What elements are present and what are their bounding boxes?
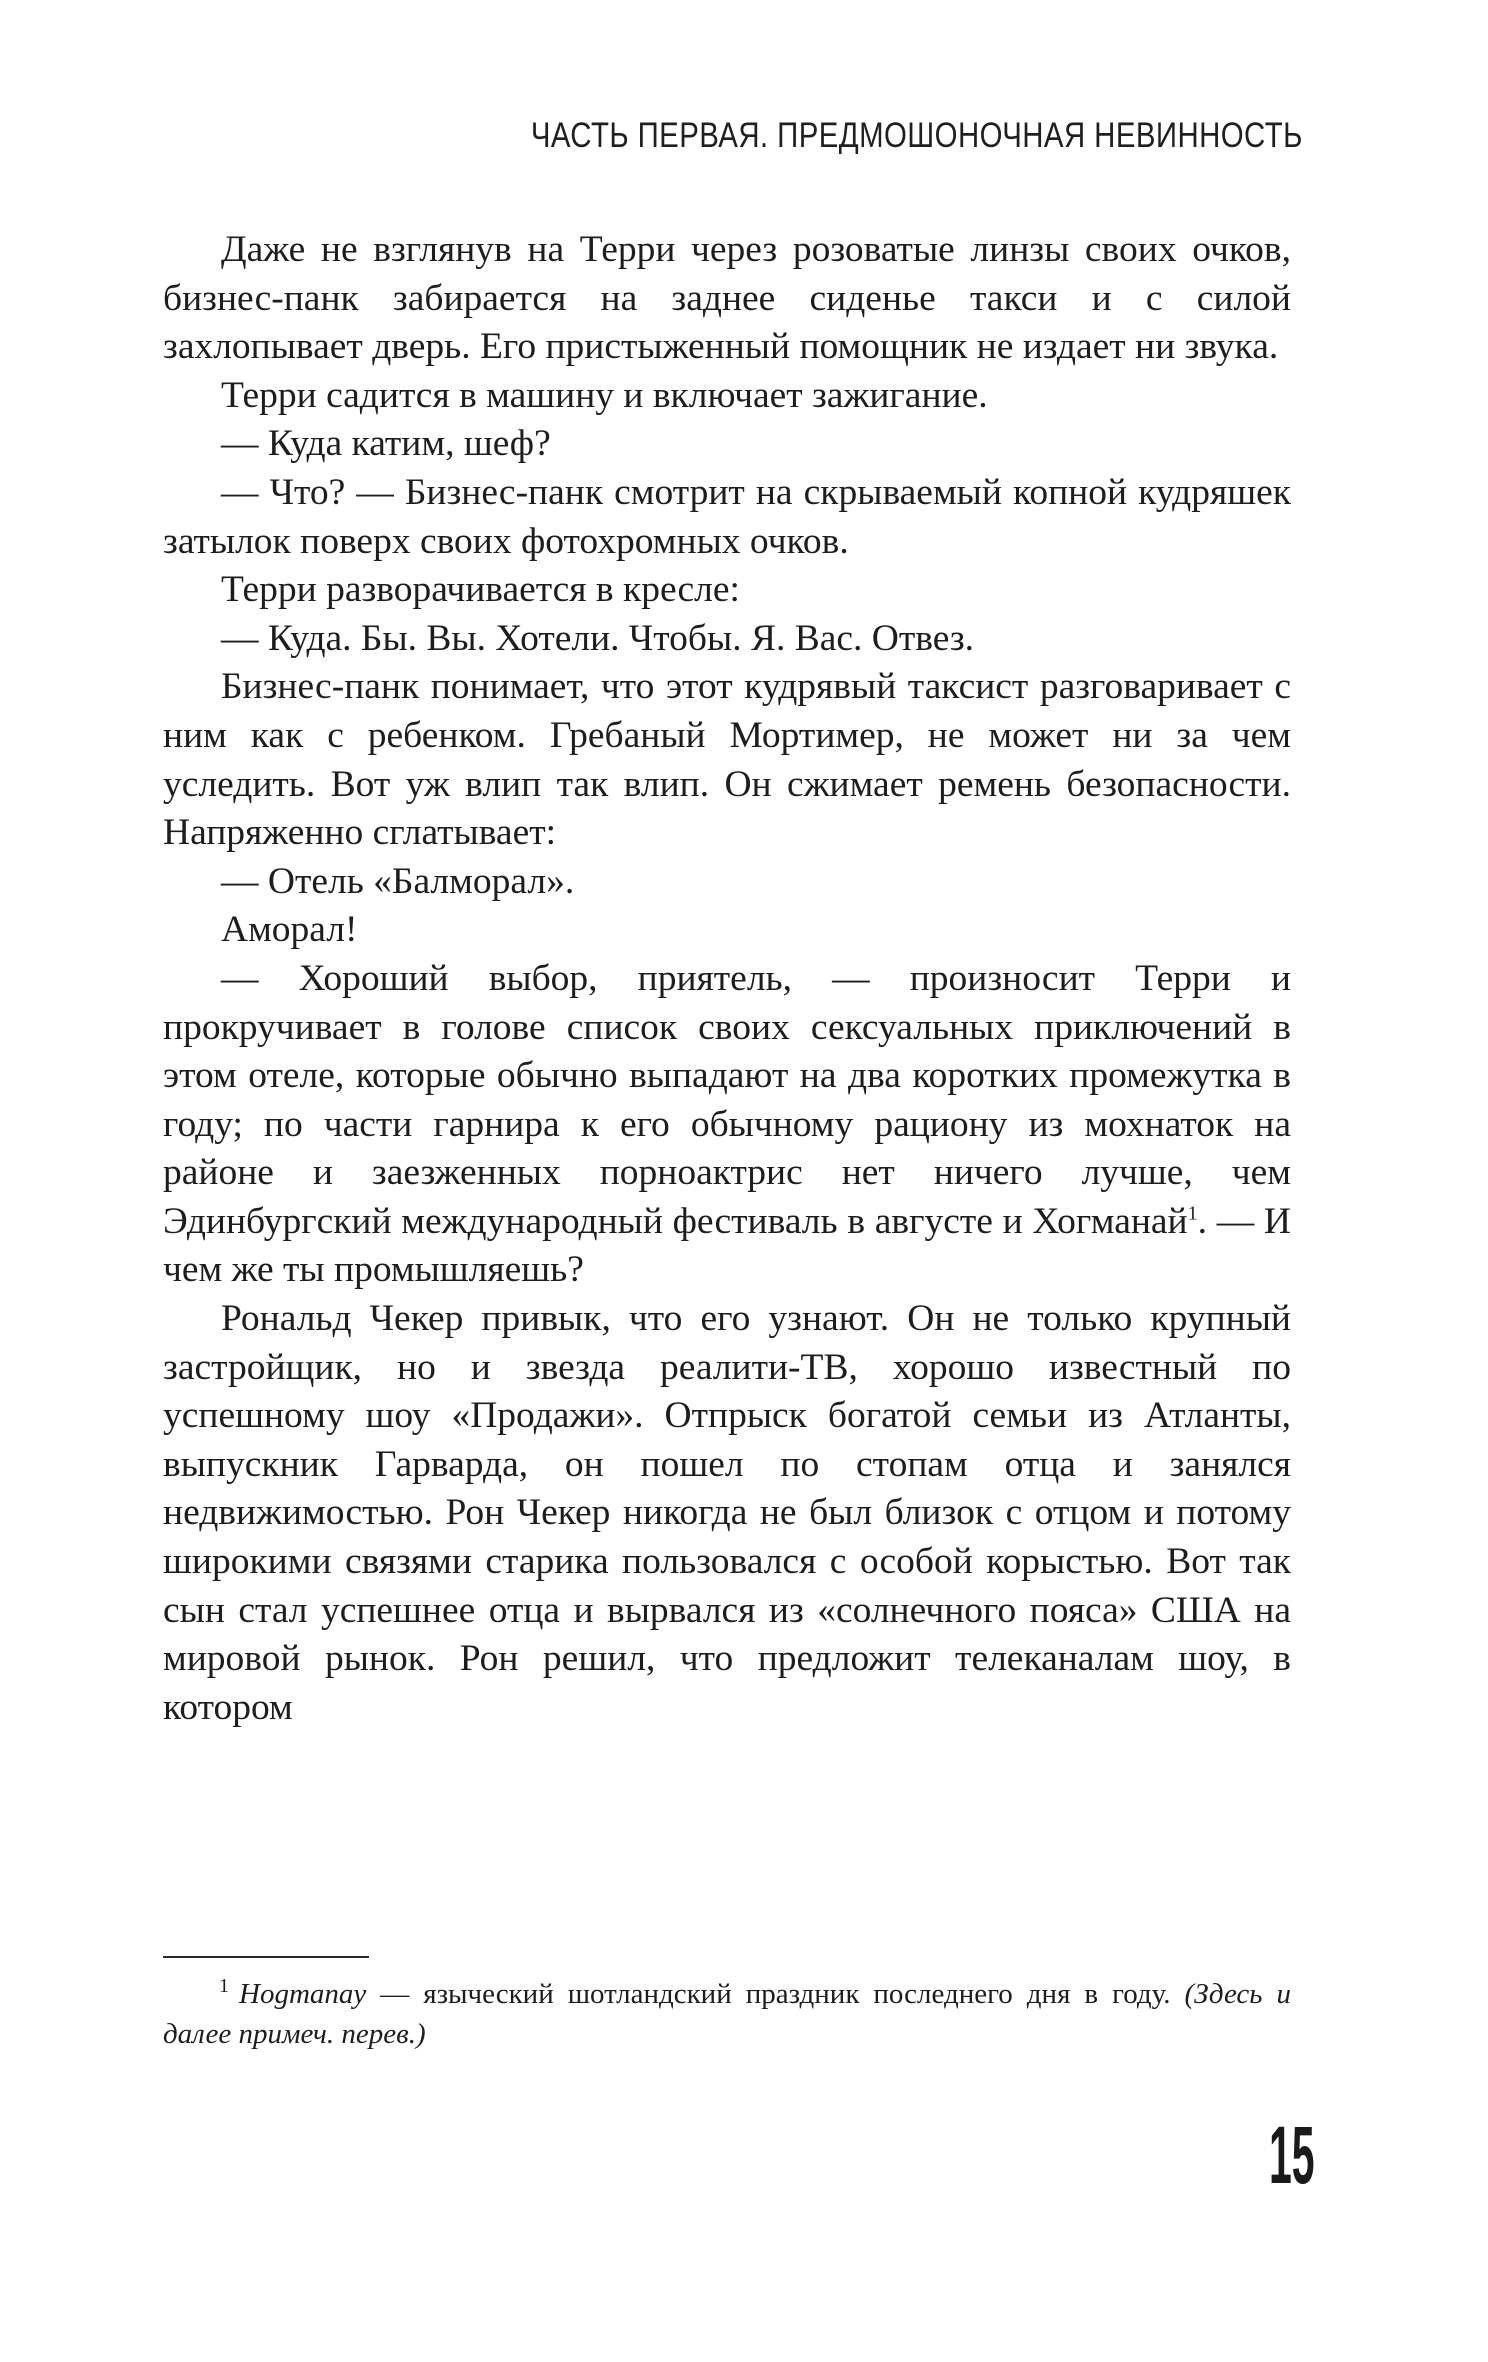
running-head: ЧАСТЬ ПЕРВАЯ. ПРЕДМОШОНОЧНАЯ НЕВИННОСТЬ [530,116,1303,155]
dialogue-line [163,955,1291,1295]
footnote-mark: 1 [219,1975,229,1998]
footnote-note: (Здесь и далее примеч. перев.) [163,1978,1291,2050]
dialogue-line: — Отель «Балморал». [221,860,575,902]
footnote-term: Hogmanay [239,1978,367,2010]
page-number: 15 [1269,2110,1315,2201]
paragraph: Даже не взглянув на Терри через розоватые линзы своих очков, бизнес-панк забирается на заднее сиденье такси и с силой захлопывает дверь. Его пристыженный помощник не издает ни звука. [163,229,1291,368]
dialogue-text: — Хороший выбор, приятель, — произносит Терри и прокручивает в голове список своих сексуальных приключений в этом отеле, которые обычно выпадают на два коротких промежутка в году; по части гарнира к его обычному рациону из мохнаток на районе и заезженных порноактрис нет ничего лучше, чем Эдинбургский международный фестиваль в августе и Хогманай [163,957,1291,1242]
dialogue-text: . — И чем же ты промышляешь? [163,1200,1291,1291]
footnote [163,1974,1291,2054]
paragraph: Аморал! [221,909,358,951]
paragraph: Терри садится в машину и включает зажигание. [221,374,988,416]
footnote-divider [163,1956,369,1958]
footnote-body: — языческий шотландский праздник последнего дня в году. [366,1978,1185,2010]
dialogue-line: — Что? — Бизнес-панк смотрит на скрываемый копной кудряшек затылок поверх своих фотохромных очков. [163,471,1291,562]
paragraph: Бизнес-панк понимает, что этот кудрявый таксист разговаривает с ним как с ребенком. Гребаный Мортимер, не может ни за чем уследить. Вот уж влип так влип. Он сжимает ремень безопасности. Напряженно сглатывает: [163,666,1291,854]
dialogue-line: — Куда. Бы. Вы. Хотели. Чтобы. Я. Вас. Отвез. [221,617,975,659]
paragraph: Рональд Чекер привык, что его узнают. Он не только крупный застройщик, но и звезда реалити-ТВ, хорошо известный по успешному шоу «Продажи». Отпрыск богатой семьи из Атланты, выпускник Гарварда, он пошел по стопам отца и занялся недвижимостью. Рон Чекер никогда не был близок с отцом и потому широкими связями старика пользовался с особой корыстью. Вот так сын стал успешнее отца и вырвался из «солнечного пояса» США на мировой рынок. Рон решил, что предложит телеканалам шоу, в котором [163,1298,1291,1728]
footnote-text [163,1974,1291,2054]
dialogue-line: — Куда катим, шеф? [221,423,551,465]
footnote-reference[interactable]: 1 [1187,1202,1198,1225]
body-text [163,226,1291,1732]
paragraph: Терри разворачивается в кресле: [221,569,740,611]
